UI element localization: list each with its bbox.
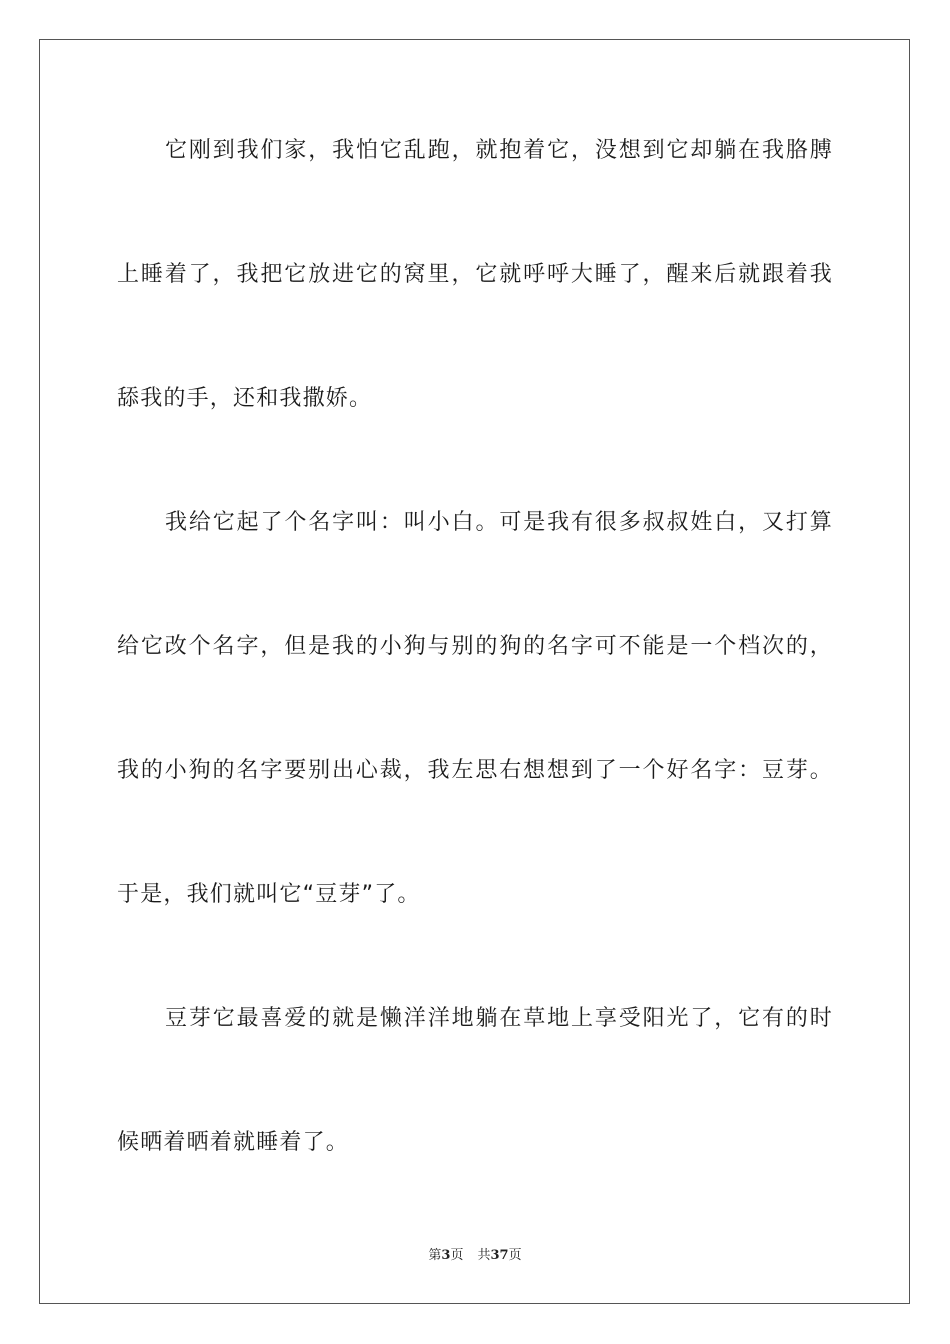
page-prefix: 第 bbox=[428, 1248, 442, 1263]
paragraph-line-1: 它刚到我们家，我怕它乱跑，就抱着它，没想到它却躺在我胳膊 bbox=[165, 138, 833, 163]
paragraph-line-5: 给它改个名字，但是我的小狗与别的狗的名字可不能是一个档次的， bbox=[117, 634, 833, 659]
paragraph-line-8: 豆芽它最喜爱的就是懒洋洋地躺在草地上享受阳光了，它有的时 bbox=[165, 1006, 833, 1031]
total-prefix: 共 bbox=[477, 1248, 491, 1263]
page-footer bbox=[0, 1247, 950, 1265]
page-number: 3 bbox=[441, 1248, 451, 1263]
paragraph-line-9: 候晒着晒着就睡着了。 bbox=[117, 1130, 350, 1155]
page-frame bbox=[39, 39, 910, 1304]
page-suffix: 页 bbox=[450, 1248, 464, 1263]
paragraph-line-6: 我的小狗的名字要别出心裁，我左思右想想到了一个好名字：豆芽。 bbox=[117, 758, 833, 783]
paragraph-line-7: 于是，我们就叫它“豆芽”了。 bbox=[117, 882, 421, 907]
paragraph-line-4: 我给它起了个名字叫：叫小白。可是我有很多叔叔姓白，又打算 bbox=[165, 510, 833, 535]
total-suffix: 页 bbox=[508, 1248, 522, 1263]
paragraph-line-3: 舔我的手，还和我撒娇。 bbox=[117, 386, 373, 411]
paragraph-line-2: 上睡着了，我把它放进它的窝里，它就呼呼大睡了，醒来后就跟着我 bbox=[117, 262, 833, 287]
total-pages: 37 bbox=[490, 1248, 509, 1263]
